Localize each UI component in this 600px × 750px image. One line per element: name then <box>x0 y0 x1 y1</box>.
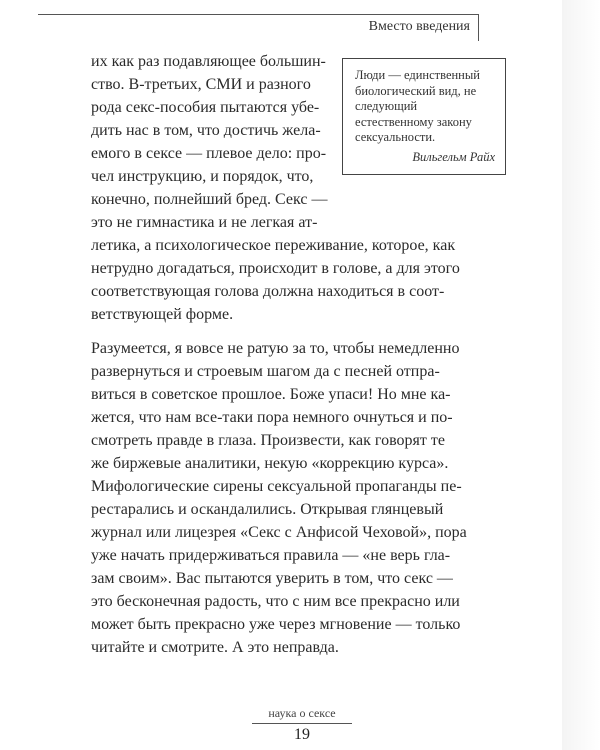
text-line: рестарались и оскандалились. Открывая глянцевый <box>91 501 444 518</box>
text-line: емого в сексе — плевое дело: про- <box>91 145 327 162</box>
text-line: их как раз подавляющее большин- <box>91 53 326 70</box>
text-line: развернуться и строевым шагом да с песней отпра- <box>91 363 440 380</box>
text-line: смотреть правде в глаза. Произвести, как говорят те <box>91 432 445 449</box>
epigraph-quote: Люди — единственный биологический вид, не следующий естественному закону сексуальности. <box>355 68 480 144</box>
text-line: может быть прекрасно уже через мгновение — только <box>91 616 461 633</box>
running-header <box>38 14 479 41</box>
text-line: жется, что нам все-таки пора немного очнуться и по- <box>91 409 453 426</box>
text-line: виться в советское прошлое. Боже упаси! Но мне ка- <box>91 386 451 403</box>
text-line: рода секс-пособия пытаются убе- <box>91 99 320 116</box>
text-line: Разумеется, я вовсе не ратую за то, чтобы немедленно <box>91 340 460 357</box>
text-line: же биржевые аналитики, некую «коррекцию курса». <box>91 455 449 472</box>
text-line: уже начать придерживаться правила — «не верь гла- <box>91 547 451 564</box>
text-line: соответствующая голова должна находиться в соот- <box>91 283 445 300</box>
epigraph-author: Вильгельм Райх <box>412 149 495 164</box>
text-line: это бесконечная радость, что с ним все прекрасно или <box>91 593 460 610</box>
epigraph-box <box>342 58 506 175</box>
text-line: читайте и смотрите. А это неправда. <box>91 639 339 656</box>
text-line: нетрудно догадаться, происходит в голове, а для этого <box>91 260 460 277</box>
text-line: это не гимнастика и не легкая ат- <box>91 214 318 231</box>
text-line: Мифологические сирены сексуальной пропаганды пе- <box>91 478 462 495</box>
text-line: ство. В-третьих, СМИ и разного <box>91 76 311 93</box>
text-line: летика, а психологическое переживание, которое, как <box>91 237 456 254</box>
text-line: журнал или лицезрея «Секс с Анфисой Чеховой», пора <box>91 524 467 541</box>
text-line: зам своим». Вас пытаются уверить в том, что секс — <box>91 570 453 587</box>
page-number: 19 <box>294 726 310 743</box>
text-line: конечно, полнейший бред. Секс — <box>91 191 328 208</box>
text-line: ветствующей форме. <box>91 306 234 323</box>
series-label: наука о сексе <box>252 706 352 724</box>
chapter-title: Вместо введения <box>368 19 470 34</box>
page-edge-shadow <box>562 0 600 750</box>
text-line: чел инструкцию, и порядок, что, <box>91 168 314 185</box>
text-line: дить нас в том, что достичь жела- <box>91 122 321 139</box>
